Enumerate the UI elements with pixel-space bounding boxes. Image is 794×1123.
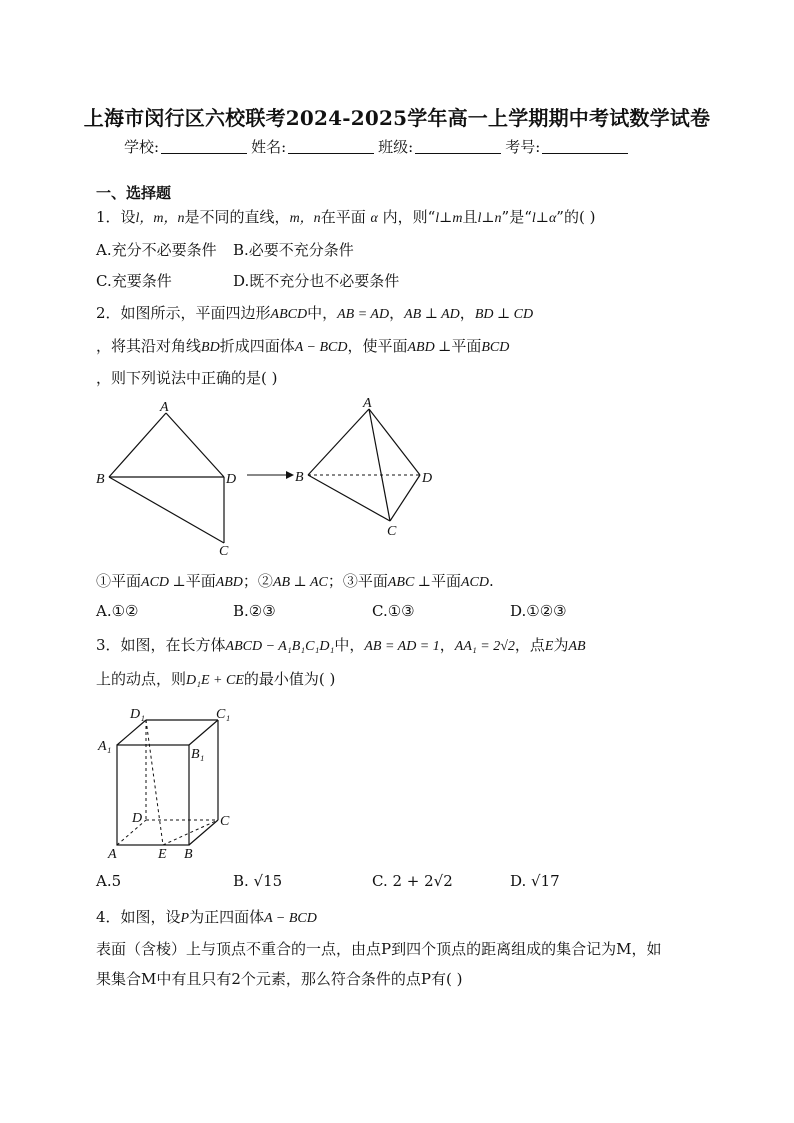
q3-label-d1: D₁ (130, 707, 145, 722)
q3-math: D₁E + CE (186, 673, 244, 688)
q2-label-a: A (160, 400, 169, 415)
q2-math: ABD (215, 575, 243, 590)
q3-option-d[interactable]: D. √17 (510, 872, 560, 890)
q2-math: AB = AD (337, 307, 390, 322)
q2-label-a2: A (363, 396, 372, 411)
q1-text: ”的( ) (556, 208, 596, 226)
q3-segment-ce (163, 820, 218, 845)
question-2-line-2 (96, 335, 509, 356)
q1-option-c[interactable]: C.充要条件 (96, 272, 172, 290)
q3-edge (189, 720, 218, 745)
q2-math: A − BCD (294, 340, 348, 355)
q3-label-c: C (220, 814, 230, 829)
q2-math: ACD (460, 575, 489, 590)
q2-statements (96, 570, 494, 591)
school-label: 学校: (124, 138, 160, 156)
question-3-line-2 (96, 668, 335, 689)
q3-text: ， (439, 636, 455, 654)
q2-edge (109, 477, 224, 543)
q3-label-e: E (158, 847, 167, 862)
q2-text: 平面 (451, 337, 482, 355)
q2-text: 折成四面体 (219, 337, 295, 355)
question-4-line-1 (96, 906, 317, 927)
q2-math: BD ⊥ CD (474, 307, 534, 322)
q3-option-a[interactable]: A.5 (96, 872, 122, 890)
q2-label-c2: C (387, 524, 397, 539)
q2-math: BCD (481, 340, 510, 355)
q1-text: ”是“ (501, 208, 532, 226)
exam-number-label: 考号: (505, 138, 541, 156)
q4-text: 4．如图，设 (96, 908, 181, 926)
q2-math: AB ⊥ AD (404, 307, 460, 322)
name-label: 姓名: (251, 138, 287, 156)
q4-math: P (180, 911, 190, 926)
q2-figure (90, 395, 450, 565)
q3-label-c1: C₁ (216, 707, 231, 722)
q1-condition: l⊥α (531, 211, 557, 226)
q1-alpha: α (370, 211, 378, 226)
q2-math: ABC ⊥ (387, 575, 431, 590)
q3-label-a: A (108, 847, 117, 862)
q2-edge (369, 409, 390, 521)
q2-math: ABCD (270, 307, 308, 322)
q3-edge (189, 820, 218, 845)
q1-text: 1．设 (96, 208, 136, 226)
q3-math: ABCD − A₁B₁C₁D₁ (225, 639, 335, 654)
q2-text: ， (389, 304, 405, 322)
q3-text: 为 (553, 636, 569, 654)
q2-edge (369, 409, 420, 475)
q2-option-a[interactable]: A.①② (96, 602, 139, 620)
q4-text: 为正四面体 (189, 908, 265, 926)
question-2-line-1 (96, 302, 533, 323)
q3-front-face (117, 745, 189, 845)
q3-option-c[interactable]: C. 2 + 2√2 (372, 872, 453, 890)
q2-label-b2: B (295, 470, 304, 485)
q3-math: AB (568, 639, 586, 654)
q2-math: AB ⊥ AC (272, 575, 328, 590)
q2-text: ①平面 (96, 572, 142, 590)
q2-option-c[interactable]: C.①③ (372, 602, 415, 620)
q2-option-d[interactable]: D.①②③ (510, 602, 567, 620)
q2-option-b[interactable]: B.②③ (233, 602, 276, 620)
q1-vars: m，n (289, 211, 321, 226)
q1-text: 在平面 (320, 208, 366, 226)
q3-text: 的最小值为( ) (243, 670, 336, 688)
q2-text: 中， (307, 304, 338, 322)
q2-text: ， (459, 304, 475, 322)
question-2-line-3: ，则下列说法中正确的是( ) (96, 369, 278, 387)
q1-condition: l⊥m (435, 211, 463, 226)
q2-text: 2．如图所示，平面四边形 (96, 304, 271, 322)
q1-text: 且 (462, 208, 478, 226)
q1-option-a[interactable]: A.充分不必要条件 (96, 241, 217, 259)
q3-text: 中， (334, 636, 365, 654)
q3-text: 上的动点，则 (96, 670, 187, 688)
q4-math: A − BCD (264, 911, 317, 926)
q2-text: . (488, 572, 494, 590)
q2-edge (308, 409, 369, 475)
q3-label-a1: A₁ (98, 739, 112, 754)
q2-math: ABD ⊥ (407, 340, 452, 355)
q2-math: BD (201, 340, 220, 355)
name-blank (288, 139, 374, 154)
q3-option-b[interactable]: B. √15 (233, 872, 283, 890)
q2-text: ；③平面 (327, 572, 388, 590)
q2-text: ，使平面 (347, 337, 408, 355)
q2-text: ；② (242, 572, 273, 590)
school-blank (161, 139, 247, 154)
section-heading: 一、选择题 (96, 184, 172, 202)
q1-condition: l⊥n (477, 211, 502, 226)
q2-label-d: D (226, 472, 237, 487)
q2-edge (166, 413, 224, 477)
arrow-head-icon (286, 471, 294, 479)
q2-label-b: B (96, 472, 105, 487)
question-4-line-2: 表面（含棱）上与顶点不重合的一点，由点P到四个顶点的距离组成的集合记为M，如 (96, 940, 662, 958)
q2-text: 平面 (430, 572, 461, 590)
class-blank (415, 139, 501, 154)
q3-edge (117, 720, 146, 745)
q2-label-d2: D (422, 471, 433, 486)
q3-text: ，点 (514, 636, 545, 654)
q3-text: 3．如图，在长方体 (96, 636, 226, 654)
exam-number-blank (542, 139, 628, 154)
question-3-line-1 (96, 634, 586, 655)
student-info-row (124, 136, 632, 157)
q2-label-c: C (219, 544, 229, 559)
q1-option-b[interactable]: B.必要不充分条件 (233, 241, 354, 259)
q2-text: 平面 (185, 572, 216, 590)
q1-text: 内，则“ (382, 208, 436, 226)
q3-segment-d1e (146, 720, 163, 845)
q2-math: ACD ⊥ (141, 575, 186, 590)
q3-label-b: B (184, 847, 193, 862)
q3-label-b1: B₁ (191, 747, 205, 762)
q2-text: ，将其沿对角线 (96, 337, 202, 355)
q1-vars: l，m，n (135, 211, 185, 226)
q1-option-d[interactable]: D.既不充分也不必要条件 (233, 272, 400, 290)
q3-figure (90, 700, 250, 865)
q1-text: 是不同的直线， (184, 208, 290, 226)
question-4-line-3: 果集合M中有且只有2个元素，那么符合条件的点P有( ) (96, 970, 463, 988)
q3-math: AB = AD = 1 (364, 639, 440, 654)
q3-label-d: D (132, 811, 143, 826)
q2-edge (308, 475, 390, 521)
q3-math: AA₁ = 2√2 (454, 639, 515, 654)
class-label: 班级: (378, 138, 414, 156)
q3-math: E (544, 639, 554, 654)
page-title: 上海市闵行区六校联考2024-2025学年高一上学期期中考试数学试卷 (83, 106, 711, 130)
q2-edge (390, 475, 420, 521)
q2-edge (109, 413, 166, 477)
question-1-stem (96, 206, 595, 227)
